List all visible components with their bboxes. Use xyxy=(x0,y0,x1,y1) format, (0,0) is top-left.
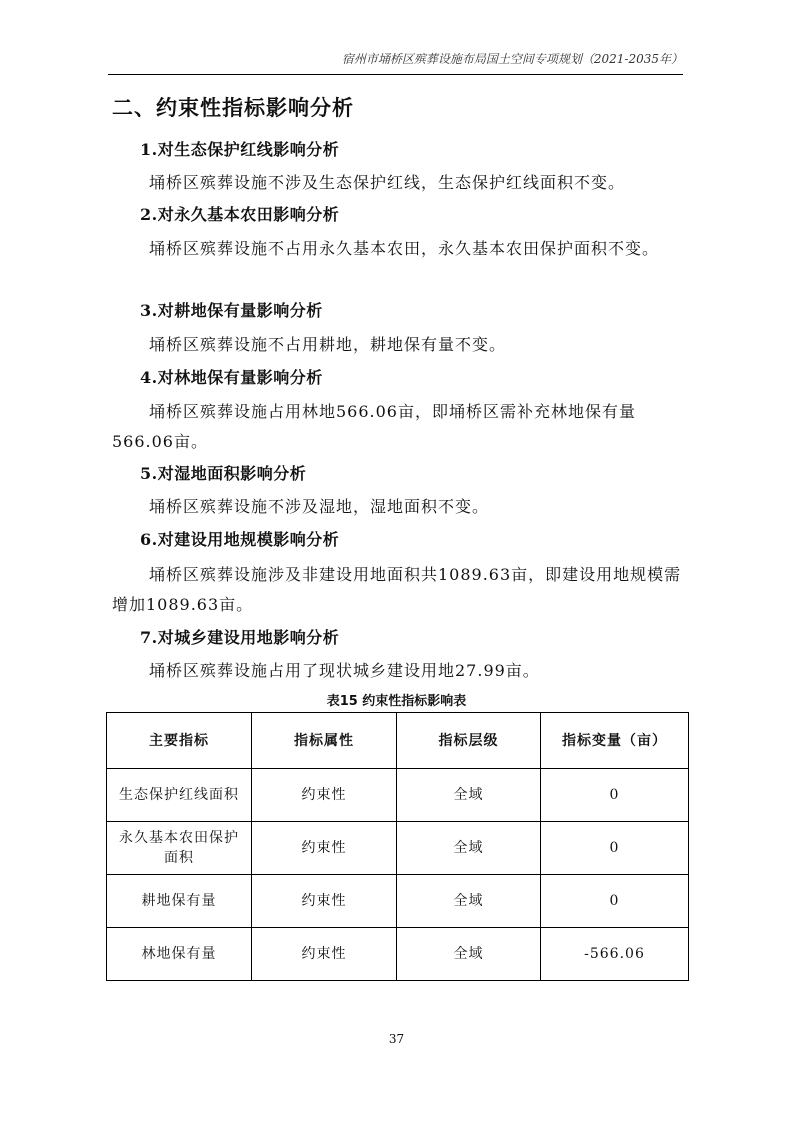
page-header: 宿州市埇桥区殡葬设施布局国土空间专项规划（2021-2035年） xyxy=(341,52,683,66)
table-cell: 全域 xyxy=(397,769,541,822)
section-title: 二、约束性指标影响分析 xyxy=(112,96,354,120)
table-cell: 约束性 xyxy=(252,769,397,822)
table-cell: -566.06 xyxy=(541,928,689,981)
table-cell: 全域 xyxy=(397,822,541,875)
subsection-title-6: 6.对建设用地规模影响分析 xyxy=(140,530,340,549)
table-header-cell: 指标层级 xyxy=(397,713,541,769)
constraint-indicator-table xyxy=(106,712,689,981)
paragraph-3: 埇桥区殡葬设施不占用耕地，耕地保有量不变。 xyxy=(149,335,507,354)
page-number: 37 xyxy=(388,1032,405,1046)
table-cell: 生态保护红线面积 xyxy=(107,769,252,822)
table-cell: 0 xyxy=(541,822,689,875)
subsection-title-7: 7.对城乡建设用地影响分析 xyxy=(140,628,340,647)
table-row xyxy=(107,822,689,875)
paragraph-5: 埇桥区殡葬设施不涉及湿地，湿地面积不变。 xyxy=(149,497,490,516)
table-cell: 约束性 xyxy=(252,822,397,875)
table-cell: 全域 xyxy=(397,875,541,928)
table-cell: 林地保有量 xyxy=(107,928,252,981)
table-row xyxy=(107,875,689,928)
table-header-cell: 主要指标 xyxy=(107,713,252,769)
table-row xyxy=(107,928,689,981)
table-cell: 0 xyxy=(541,875,689,928)
table-cell: 耕地保有量 xyxy=(107,875,252,928)
table-header-row xyxy=(107,713,689,769)
paragraph-7: 埇桥区殡葬设施占用了现状城乡建设用地27.99亩。 xyxy=(149,661,540,680)
header-divider xyxy=(108,74,683,75)
paragraph-1: 埇桥区殡葬设施不涉及生态保护红线，生态保护红线面积不变。 xyxy=(149,173,626,192)
table-header-cell: 指标属性 xyxy=(252,713,397,769)
subsection-title-2: 2.对永久基本农田影响分析 xyxy=(140,205,340,224)
paragraph-6: 埇桥区殡葬设施涉及非建设用地面积共1089.63亩，即建设用地规模需增加1089.63亩。 xyxy=(112,565,682,614)
table-cell: 约束性 xyxy=(252,928,397,981)
table-cell: 0 xyxy=(541,769,689,822)
subsection-title-3: 3.对耕地保有量影响分析 xyxy=(140,301,323,320)
table-row xyxy=(107,769,689,822)
paragraph-4: 埇桥区殡葬设施占用林地566.06亩，即埇桥区需补充林地保有量566.06亩。 xyxy=(112,402,636,451)
table-caption: 表15 约束性指标影响表 xyxy=(326,694,467,709)
table-cell: 约束性 xyxy=(252,875,397,928)
paragraph-2: 埇桥区殡葬设施不占用永久基本农田，永久基本农田保护面积不变。 xyxy=(149,239,660,258)
subsection-title-1: 1.对生态保护红线影响分析 xyxy=(140,140,340,159)
table-cell: 永久基本农田保护面积 xyxy=(107,822,252,875)
table-header-cell: 指标变量（亩） xyxy=(541,713,689,769)
table-cell: 全域 xyxy=(397,928,541,981)
subsection-title-5: 5.对湿地面积影响分析 xyxy=(140,464,307,483)
subsection-title-4: 4.对林地保有量影响分析 xyxy=(140,368,323,387)
